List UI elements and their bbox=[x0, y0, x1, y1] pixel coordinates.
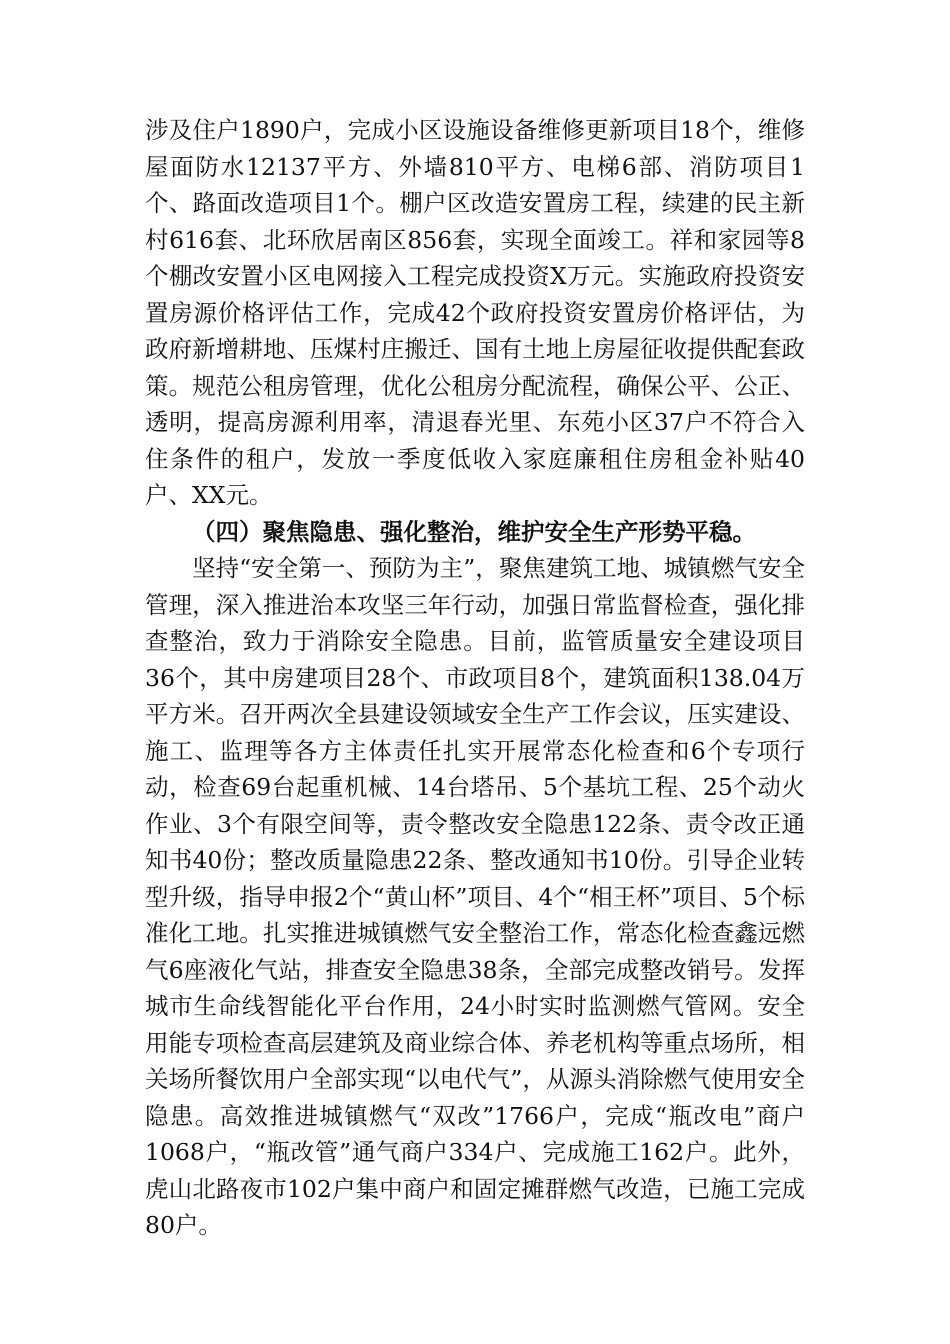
body-paragraph-continued: 涉及住户1890户，完成小区设施设备维修更新项目18个，维修屋面防水12137平方、外墙810平方、电梯6部、消防项目1个、路面改造项目1个。棚户区改造安置房工程，续建的民主新村616套、北环欣居南区856套，实现全面竣工。祥和家园等8个棚改安置小区电网接入工程完成投资X万元。实施政府投资安置房源价格评估工作，完成42个政府投资安置房价格评估，为政府新增耕地、压煤村庄搬迁、国有土地上房屋征收提供配套政策。规范公租房管理，优化公租房分配流程，确保公平、公正、透明，提高房源利用率，清退春光里、东苑小区37户不符合入住条件的租户，发放一季度低收入家庭廉租住房租金补贴40户、XX元。 bbox=[145, 116, 805, 509]
section-heading-4: （四）聚焦隐患、强化整治，维护安全生产形势平稳。 bbox=[192, 517, 756, 546]
document-page bbox=[145, 112, 805, 1244]
body-paragraph-safety: 坚持“安全第一、预防为主”，聚焦建筑工地、城镇燃气安全管理，深入推进治本攻坚三年行动，加强日常监督检查，强化排查整治，致力于消除安全隐患。目前，监管质量安全建设项目36个，其中房建项目28个、市政项目8个，建筑面积138.04万平方米。召开两次全县建设领域安全生产工作会议，压实建设、施工、监理等各方主体责任扎实开展常态化检查和6个专项行动，检查69台起重机械、14台塔吊、5个基坑工程、25个动火作业、3个有限空间等，责令整改安全隐患122条、责令改正通知书40份；整改质量隐患22条、整改通知书10份。引导企业转型升级，指导申报2个“黄山杯”项目、4个“相王杯”项目、5个标准化工地。扎实推进城镇燃气安全整治工作，常态化检查鑫远燃气6座液化气站，排查安全隐患38条，全部完成整改销号。发挥城市生命线智能化平台作用，24小时实时监测燃气管网。安全用能专项检查高层建筑及商业综合体、养老机构等重点场所，相关场所餐饮用户全部实现“以电代气”，从源头消除燃气使用安全隐患。高效推进城镇燃气“双改”1766户，完成“瓶改电”商户1068户，“瓶改管”通气商户334户、完成施工162户。此外，虎山北路夜市102户集中商户和固定摊群燃气改造，已施工完成80户。 bbox=[145, 554, 805, 1239]
